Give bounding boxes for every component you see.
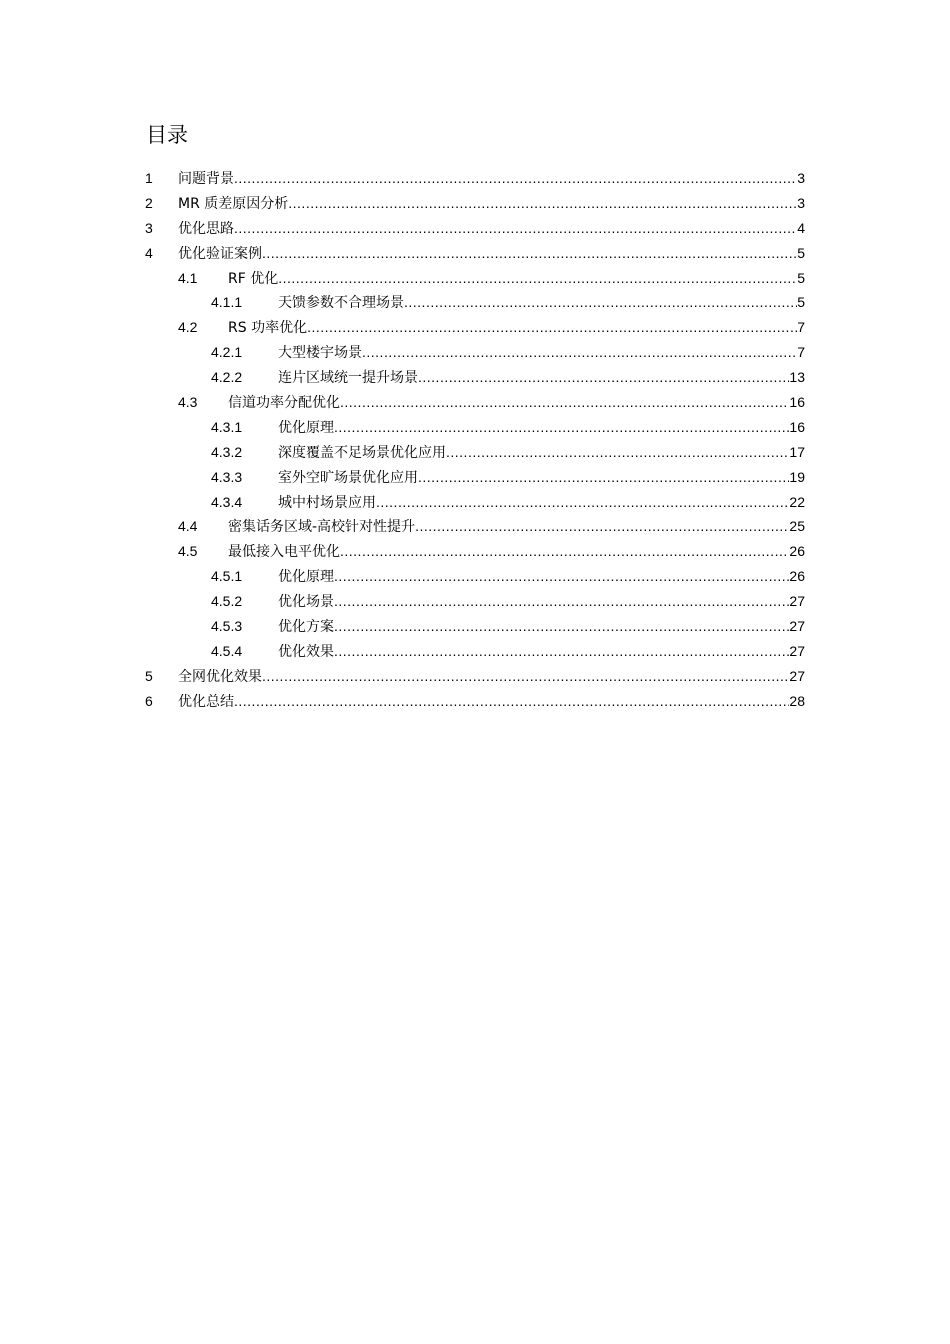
- toc-entry[interactable]: [0, 241, 950, 266]
- toc-dot-leader: [334, 642, 789, 660]
- toc-dot-leader: [376, 493, 789, 511]
- toc-entry[interactable]: [0, 216, 950, 241]
- toc-entry[interactable]: [0, 564, 950, 589]
- toc-dot-leader: [340, 393, 789, 411]
- toc-entry[interactable]: [0, 266, 950, 291]
- toc-entry-number: 4.3.4: [211, 493, 243, 510]
- toc-entry-title[interactable]: 深度覆盖不足场景优化应用: [278, 444, 446, 461]
- toc-entry-title[interactable]: 城中村场景应用: [278, 494, 376, 511]
- toc-entry-page[interactable]: 7: [797, 319, 805, 336]
- toc-dot-leader: [262, 244, 797, 262]
- toc-entry-page[interactable]: 28: [789, 692, 805, 709]
- toc-dot-leader: [334, 592, 789, 610]
- toc-entry-number: 4.2: [178, 319, 198, 336]
- toc-entry-page[interactable]: 25: [789, 518, 805, 535]
- toc-entry-page[interactable]: 27: [789, 642, 805, 659]
- toc-entry[interactable]: [0, 589, 950, 614]
- toc-entry-title[interactable]: MR 质差原因分析: [178, 195, 289, 212]
- toc-entry-number: 4.2.2: [211, 369, 243, 386]
- toc-entry[interactable]: [0, 365, 950, 390]
- toc-entry-number: 4.2.1: [211, 344, 243, 361]
- toc-entry-page[interactable]: 3: [797, 194, 805, 211]
- toc-entry-title[interactable]: 优化方案: [278, 619, 334, 636]
- toc-entry-title[interactable]: 密集话务区域-高校针对性提升: [228, 519, 416, 536]
- toc-entry-number: 4.3.1: [211, 418, 243, 435]
- toc-entry[interactable]: [0, 166, 950, 191]
- toc-entry-title[interactable]: 最低接入电平优化: [228, 544, 340, 561]
- toc-entry[interactable]: [0, 440, 950, 465]
- toc-dot-leader: [307, 318, 797, 336]
- toc-entry-page[interactable]: 17: [789, 443, 805, 460]
- toc-entry[interactable]: [0, 191, 950, 216]
- toc-dot-leader: [418, 468, 789, 486]
- toc-entry-page[interactable]: 7: [797, 344, 805, 361]
- toc-entry-title[interactable]: RS 功率优化: [228, 320, 308, 337]
- toc-entry-title[interactable]: 优化原理: [278, 419, 334, 436]
- toc-dot-leader: [234, 219, 797, 237]
- toc-entry-page[interactable]: 5: [797, 294, 805, 311]
- toc-entry-page[interactable]: 13: [789, 369, 805, 386]
- toc-entry-title[interactable]: 优化验证案例: [178, 245, 262, 262]
- toc-entry-title[interactable]: 优化效果: [278, 643, 334, 660]
- toc-entry-title[interactable]: 优化总结: [178, 693, 234, 710]
- toc-dot-leader: [234, 169, 797, 187]
- toc-entry[interactable]: [0, 614, 950, 639]
- toc-entry-number: 4.4: [178, 518, 198, 535]
- toc-entry-page[interactable]: 27: [789, 593, 805, 610]
- toc-entry[interactable]: [0, 689, 950, 714]
- toc-dot-leader: [340, 542, 789, 560]
- toc-entry-number: 4.5.3: [211, 618, 243, 635]
- toc-entry[interactable]: [0, 390, 950, 415]
- toc-entry[interactable]: [0, 315, 950, 340]
- toc-entry-page[interactable]: 3: [797, 170, 805, 186]
- toc-entry[interactable]: [0, 514, 950, 539]
- toc-entry-title[interactable]: RF 优化: [228, 270, 279, 287]
- toc-entry-number: 6: [145, 692, 153, 709]
- toc-entry[interactable]: [0, 340, 950, 365]
- toc-entry-page[interactable]: 5: [797, 269, 805, 286]
- toc-entry-number: 4.1.1: [211, 294, 243, 311]
- toc-dot-leader: [334, 617, 789, 635]
- toc-entry[interactable]: [0, 490, 950, 515]
- toc-entry-number: 5: [145, 667, 153, 684]
- toc-dot-leader: [362, 343, 797, 361]
- toc-entry[interactable]: [0, 290, 950, 315]
- toc-entry-number: 4.3.3: [211, 468, 243, 485]
- toc-entry-number: 4.3: [178, 394, 198, 411]
- toc-entry-number: 4: [145, 244, 153, 261]
- toc-dot-leader: [278, 269, 797, 287]
- toc-entry-page[interactable]: 4: [797, 219, 805, 236]
- toc-entry-number: 2: [145, 194, 153, 211]
- toc-entry-page[interactable]: 27: [789, 618, 805, 635]
- toc-dot-leader: [404, 293, 797, 311]
- toc-entry-title[interactable]: 优化思路: [178, 220, 234, 237]
- toc-entry[interactable]: [0, 465, 950, 490]
- toc-entry-number: 4.5: [178, 543, 198, 560]
- toc-entry-page[interactable]: 26: [789, 568, 805, 585]
- toc-dot-leader: [446, 443, 789, 461]
- toc-entry[interactable]: [0, 664, 950, 689]
- toc-entry-page[interactable]: 16: [789, 418, 805, 435]
- toc-entry[interactable]: [0, 415, 950, 440]
- toc-entry-page[interactable]: 22: [789, 493, 805, 510]
- toc-dot-leader: [418, 368, 789, 386]
- toc-entry-number: 3: [145, 219, 153, 236]
- toc-list: [0, 166, 950, 714]
- toc-entry-title[interactable]: 信道功率分配优化: [228, 395, 340, 412]
- toc-entry-page[interactable]: 27: [789, 667, 805, 684]
- toc-entry-page[interactable]: 16: [789, 394, 805, 411]
- toc-entry[interactable]: [0, 639, 950, 664]
- toc-entry-number: 1: [145, 170, 153, 186]
- toc-dot-leader: [288, 194, 797, 212]
- toc-entry-title[interactable]: 室外空旷场景优化应用: [278, 469, 418, 486]
- toc-dot-leader: [334, 567, 789, 585]
- toc-entry-title[interactable]: 天馈参数不合理场景: [278, 295, 404, 312]
- toc-dot-leader: [234, 692, 789, 710]
- toc-entry-number: 4.5.2: [211, 593, 243, 610]
- toc-entry-title[interactable]: 优化原理: [278, 569, 334, 586]
- toc-dot-leader: [415, 517, 789, 535]
- toc-entry-title[interactable]: 连片区域统一提升场景: [278, 370, 418, 387]
- toc-entry-number: 4.3.2: [211, 443, 243, 460]
- toc-dot-leader: [334, 418, 789, 436]
- toc-entry-page[interactable]: 5: [797, 244, 805, 261]
- toc-entry-page[interactable]: 26: [789, 543, 805, 560]
- toc-heading: 目录: [146, 123, 188, 147]
- toc-entry-title[interactable]: 大型楼宇场景: [278, 345, 362, 362]
- toc-entry-number: 4.5.1: [211, 568, 243, 585]
- toc-entry-number: 4.1: [178, 269, 198, 286]
- toc-dot-leader: [262, 667, 789, 685]
- toc-entry-title[interactable]: 优化场景: [278, 594, 334, 611]
- toc-entry-page[interactable]: 19: [789, 468, 805, 485]
- toc-entry[interactable]: [0, 539, 950, 564]
- toc-entry-title[interactable]: 问题背景: [178, 171, 234, 187]
- toc-entry-number: 4.5.4: [211, 642, 243, 659]
- toc-entry-title[interactable]: 全网优化效果: [178, 668, 262, 685]
